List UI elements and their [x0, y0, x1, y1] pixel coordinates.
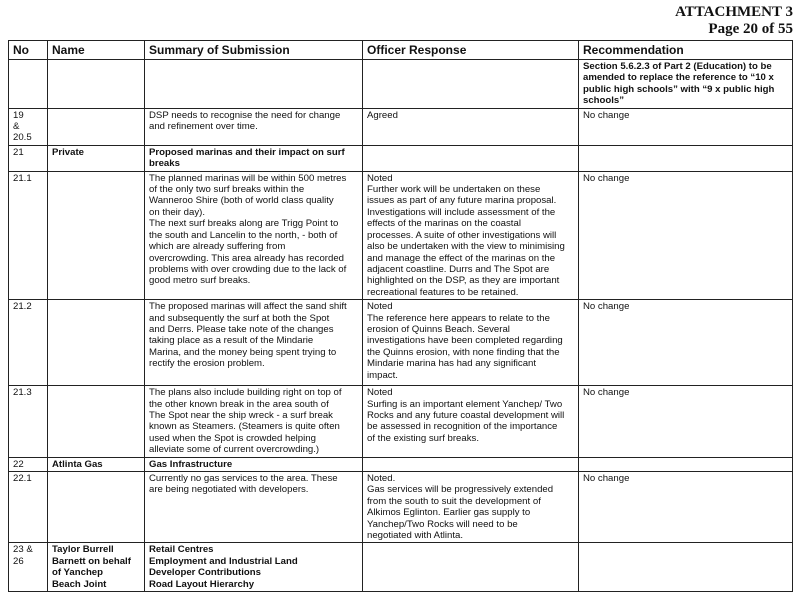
cell-text-line: Further work will be undertaken on these [367, 184, 541, 196]
cell-no [9, 457, 48, 471]
cell-text-line: The reference here appears to relate to the [367, 312, 550, 324]
cell-text-line: good metro surf breaks. [149, 275, 251, 287]
cell-no [9, 60, 48, 109]
cell-text-line: of the existing surf breaks. [367, 432, 479, 444]
cell-response [363, 145, 579, 171]
cell-text-line: amended to replace the reference to “10 x [583, 72, 774, 84]
attachment-label: ATTACHMENT 3 [675, 4, 793, 20]
cell-text-line: 23 & [13, 544, 33, 556]
cell-text-line: Retail Centres [149, 544, 214, 556]
cell-text-line: of the only two surf breaks within the [149, 184, 305, 196]
cell-text-line: and subsequently the surf at both the Spot [149, 312, 330, 324]
cell-response [363, 108, 579, 145]
cell-text-line: Currently no gas services to the area. These [149, 472, 338, 484]
cell-text-line: highlighted on the DSP, as they are important [367, 275, 560, 287]
cell-recommendation [579, 300, 793, 386]
cell-text-line: & [13, 121, 20, 133]
cell-text-line: from the south to suit the development of [367, 495, 541, 507]
cell-recommendation [579, 171, 793, 299]
cell-name [48, 457, 145, 471]
cell-text-line: and refinement over time. [149, 121, 258, 133]
cell-text-line: the Quinns erosion, with none finding that the [367, 346, 560, 358]
cell-text-line: No change [583, 301, 630, 313]
cell-summary [145, 171, 363, 299]
cell-text-line: taking place as a result of the Mindarie [149, 335, 314, 347]
cell-text-line: effects of the marinas on the coastal [367, 218, 521, 230]
cell-name [48, 543, 145, 592]
cell-recommendation [579, 471, 793, 542]
table-body [9, 60, 793, 592]
cell-text-line: also be undertaken with the view to minimising [367, 241, 565, 253]
cell-text-line: Noted [367, 387, 393, 399]
cell-summary [145, 145, 363, 171]
cell-text-line: 19 [13, 109, 24, 121]
cell-recommendation [579, 386, 793, 457]
cell-text-line: No change [583, 109, 630, 121]
cell-text-line: DSP needs to recognise the need for change [149, 109, 341, 121]
cell-summary [145, 471, 363, 542]
cell-text-line: which are already suffering from [149, 241, 286, 253]
cell-text-line: schools” [583, 95, 625, 107]
cell-text-line: 22.1 [13, 472, 32, 484]
cell-recommendation [579, 457, 793, 471]
cell-no [9, 386, 48, 457]
cell-text-line: processes. A suite of other investigations will [367, 229, 557, 241]
cell-text-line: investigations have been completed regarding [367, 335, 563, 347]
cell-text-line: Noted. [367, 472, 396, 484]
cell-text-line: issues as part of any future marina proposal. [367, 195, 557, 207]
cell-summary [145, 457, 363, 471]
cell-recommendation [579, 60, 793, 109]
cell-text-line: Beach Joint [52, 578, 107, 590]
cell-text-line: rectify the erosion problem. [149, 358, 265, 370]
column-header-recommendation: Recommendation [579, 41, 793, 60]
cell-response [363, 60, 579, 109]
cell-text-line: overcrowding. This area already has recorded [149, 252, 344, 264]
cell-text-line: used when the Spot is crowded helping [149, 432, 316, 444]
cell-text-line: Section 5.6.2.3 of Part 2 (Education) to be [583, 61, 772, 72]
cell-text-line: Noted [367, 172, 393, 184]
table-row [9, 171, 793, 299]
cell-text-line: alleviate some of current overcrowding.) [149, 444, 320, 456]
cell-text-line: are being negotiated with developers. [149, 484, 309, 496]
cell-text-line: adjacent coastline. Durrs and The Spot are [367, 263, 550, 275]
cell-text-line: Investigations will include assessment of the [367, 206, 556, 218]
column-header-response: Officer Response [363, 41, 579, 60]
cell-text-line: Marina, and the money being spent trying to [149, 346, 337, 358]
cell-text-line: Wanneroo Shire (both of world class quality [149, 195, 334, 207]
cell-text-line: Barnett on behalf [52, 555, 131, 567]
cell-text-line: Gas Infrastructure [149, 458, 233, 470]
cell-text-line: Noted [367, 301, 393, 313]
cell-text-line: The next surf breaks along are Trigg Point to [149, 218, 339, 230]
cell-text-line: Surfing is an important element Yanchep/ Two [367, 398, 563, 410]
cell-text-line: Taylor Burrell [52, 544, 114, 556]
cell-name [48, 386, 145, 457]
page-header [675, 4, 793, 38]
table-row [9, 471, 793, 542]
cell-text-line: Atlinta Gas [52, 458, 103, 470]
cell-text-line: Proposed marinas and their impact on surf [149, 146, 345, 158]
cell-text-line: Rocks and any future coastal development will [367, 409, 565, 421]
cell-text-line: The plans also include building right on top of [149, 387, 342, 399]
cell-recommendation [579, 108, 793, 145]
cell-name [48, 108, 145, 145]
cell-text-line: Agreed [367, 109, 398, 121]
cell-text-line: public high schools” with “9 x public high [583, 83, 775, 95]
table-row [9, 543, 793, 592]
cell-text-line: be assessed in recognition of the importance [367, 421, 558, 433]
cell-text-line: the other known break in the area south of [149, 398, 329, 410]
cell-text-line: Private [52, 146, 84, 158]
cell-recommendation [579, 543, 793, 592]
cell-text-line: Gas services will be progressively extended [367, 484, 554, 496]
cell-text-line: 21 [13, 146, 24, 158]
column-header-no: No [9, 41, 48, 60]
cell-text-line: erosion of Quinns Beach. Several [367, 323, 510, 335]
table-row [9, 60, 793, 109]
cell-text-line: 20.5 [13, 132, 32, 144]
cell-text-line: 21.3 [13, 387, 32, 399]
cell-text-line: Road Layout Hierarchy [149, 578, 255, 590]
table-row [9, 145, 793, 171]
table-row [9, 300, 793, 386]
cell-text-line: the south and Lancelin to the north, - both of [149, 229, 338, 241]
submissions-table [8, 40, 793, 592]
cell-text-line: breaks [149, 158, 180, 170]
cell-summary [145, 108, 363, 145]
cell-text-line: The proposed marinas will affect the sand shift [149, 301, 347, 313]
cell-text-line: Employment and Industrial Land [149, 555, 298, 567]
cell-text-line: on their day). [149, 206, 205, 218]
table-header-row [9, 41, 793, 60]
cell-name [48, 471, 145, 542]
cell-text-line: and manage the effect of the marinas on the [367, 252, 556, 264]
cell-text-line: Alkimos Eglinton. Earlier gas supply to [367, 507, 531, 519]
cell-text-line: The Spot near the ship wreck - a surf break [149, 409, 333, 421]
cell-response [363, 171, 579, 299]
cell-no [9, 543, 48, 592]
cell-text-line: 21.1 [13, 172, 32, 184]
column-header-summary: Summary of Submission [145, 41, 363, 60]
table-row [9, 386, 793, 457]
cell-summary [145, 300, 363, 386]
cell-text-line: and Derrs. Please take note of the changes [149, 323, 334, 335]
column-header-name: Name [48, 41, 145, 60]
cell-text-line: No change [583, 387, 630, 399]
table-row [9, 108, 793, 145]
cell-response [363, 457, 579, 471]
cell-name [48, 60, 145, 109]
cell-text-line: No change [583, 172, 630, 184]
cell-text-line: No change [583, 472, 630, 484]
cell-response [363, 386, 579, 457]
cell-name [48, 145, 145, 171]
cell-summary [145, 543, 363, 592]
cell-text-line: recreational features to be retained. [367, 286, 519, 298]
cell-text-line: Mindarie marina has had any significant [367, 358, 537, 370]
cell-no [9, 300, 48, 386]
cell-text-line: Yanchep/Two Rocks will need to be [367, 518, 518, 530]
cell-no [9, 171, 48, 299]
table-row [9, 457, 793, 471]
cell-text-line: impact. [367, 369, 398, 381]
cell-summary [145, 386, 363, 457]
page-number: Page 20 of 55 [708, 21, 793, 37]
cell-text-line: problems with over crowding due to the lack of [149, 263, 347, 275]
cell-text-line: of Yanchep [52, 567, 104, 579]
cell-text-line: 26 [13, 555, 24, 567]
cell-text-line: The planned marinas will be within 500 metres [149, 172, 347, 184]
cell-summary [145, 60, 363, 109]
cell-no [9, 471, 48, 542]
cell-text-line: 22 [13, 458, 24, 470]
cell-response [363, 471, 579, 542]
cell-name [48, 300, 145, 386]
cell-text-line: negotiated with Atlinta. [367, 530, 464, 541]
cell-no [9, 145, 48, 171]
cell-text-line: Developer Contributions [149, 567, 261, 579]
cell-response [363, 300, 579, 386]
cell-recommendation [579, 145, 793, 171]
cell-response [363, 543, 579, 592]
cell-text-line: 21.2 [13, 301, 32, 313]
cell-text-line: known as Steamers. (Steamers is quite often [149, 421, 340, 433]
cell-no [9, 108, 48, 145]
cell-name [48, 171, 145, 299]
